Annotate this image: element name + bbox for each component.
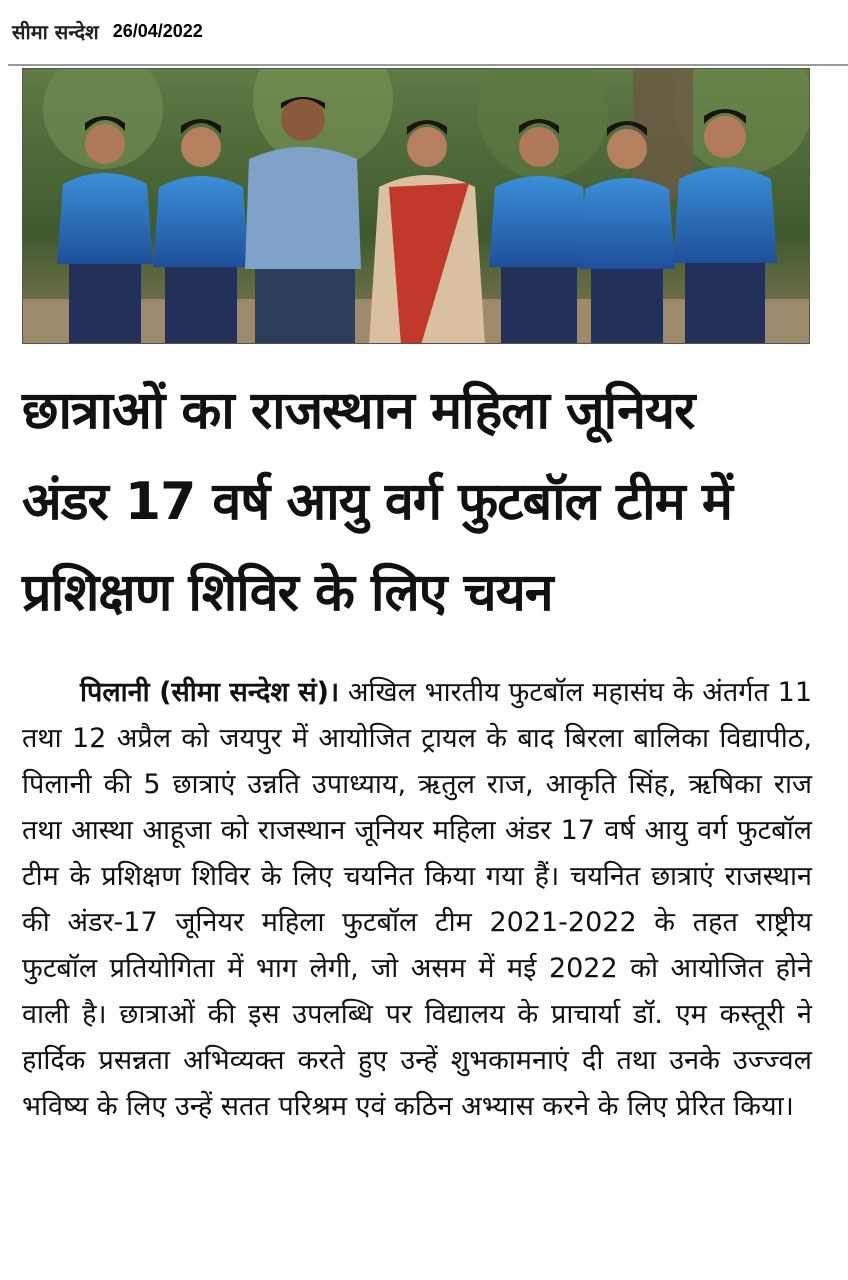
article-dateline: पिलानी (सीमा सन्देश सं)। [80,677,340,708]
masthead-divider [8,64,848,66]
headline-line-1: छात्राओं का राजस्थान महिला जूनियर [22,381,695,441]
headline-line-3: प्रशिक्षण शिविर के लिए चयन [22,563,553,623]
article-body [22,670,812,1130]
headline [22,366,812,639]
news-photo [22,68,810,344]
group-photo-icon [23,69,810,344]
publication-date: 26/04/2022 [112,20,203,41]
headline-line-2: अंडर 17 वर्ष आयु वर्ग फुटबॉल टीम में [22,472,732,532]
newspaper-name: सीमा सन्देश [12,19,99,44]
masthead [12,14,203,48]
article-text: अखिल भारतीय फुटबॉल महासंघ के अंतर्गत 11 तथा 12 अप्रैल को जयपुर में आयोजित ट्रायल के बाद बिरला बालिका विद्यापीठ, पिलानी की 5 छात्राएं उन्नति उपाध्याय, ऋतुल राज, आकृति सिंह, ऋषिका राज तथा आस्था आहूजा को राजस्थान जूनियर महिला अंडर 17 वर्ष आयु वर्ग फुटबॉल टीम के प्रशिक्षण शिविर के लिए चयनित किया गया हैं। चयनित छात्राएं राजस्थान की अंडर-17 जूनियर महिला फुटबॉल टीम 2021-2022 के तहत राष्ट्रीय फुटबॉल प्रतियोगिता में भाग लेगी, जो असम में मई 2022 को आयोजित होने वाली है। छात्राओं की इस उपलब्धि पर विद्यालय के प्राचार्या डॉ. एम कस्तूरी ने हार्दिक प्रसन्नता अभिव्यक्त करते हुए उन्हें शुभकामनाएं दी तथा उनके उज्ज्वल भविष्य के लिए उन्हें सतत परिश्रम एवं कठिन अभ्यास करने के लिए प्रेरित किया। [22,677,812,1122]
